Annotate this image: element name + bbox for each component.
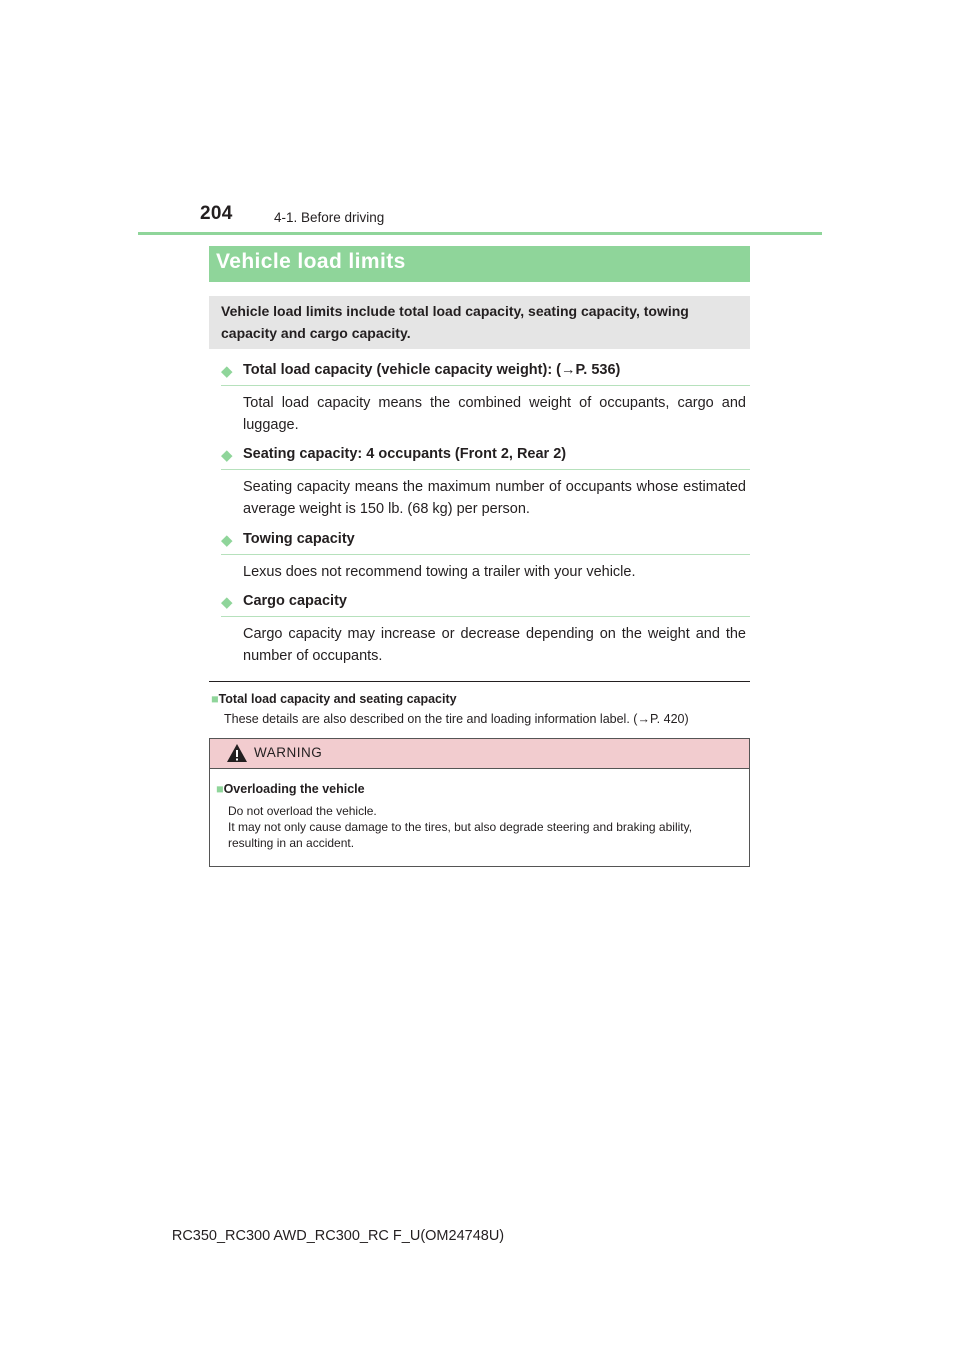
warning-line: resulting in an accident. [228, 836, 355, 850]
warning-line: It may not only cause damage to the tires, but also degrade steering and braking ability, [228, 820, 693, 834]
diamond-icon: ◆ [221, 363, 233, 380]
footer-model-code: RC350_RC300 AWD_RC300_RC F_U(OM24748U) [171, 1228, 505, 1244]
item-body-total-load: Total load capacity means the combined weight of occupants, cargo and luggage. [243, 395, 746, 433]
section-title: Vehicle load limits [216, 250, 406, 273]
item-body-cargo: Cargo capacity may increase or decrease depending on the weight and the number of occupants. [243, 626, 746, 664]
note-title-text: Total load capacity and seating capacity [218, 692, 457, 706]
item-heading-total-load [221, 360, 750, 386]
warning-header [210, 739, 749, 769]
warning-line: Do not overload the vehicle. [228, 804, 377, 818]
square-icon: ■ [211, 692, 219, 706]
diamond-icon: ◆ [221, 532, 233, 549]
note-title [211, 692, 457, 706]
intro-box [209, 296, 750, 349]
item-heading-label: Total load capacity (vehicle capacity weight): (→P. 536) [243, 362, 621, 378]
item-heading-label: Seating capacity: 4 occupants (Front 2, Rear 2) [243, 446, 567, 462]
diamond-icon: ◆ [221, 447, 233, 464]
page-number: 204 [200, 203, 233, 224]
item-body-towing: Lexus does not recommend towing a trailer with your vehicle. [243, 564, 636, 580]
warning-box [209, 738, 750, 867]
notes-rule [209, 681, 750, 682]
section-label: 4-1. Before driving [274, 210, 385, 225]
section-title-bar [209, 246, 750, 282]
diamond-icon: ◆ [221, 594, 233, 611]
warning-title-text: Overloading the vehicle [223, 782, 365, 796]
intro-text: Vehicle load limits include total load capacity, seating capacity, towing capacity and cargo capacity. [221, 303, 689, 341]
square-icon: ■ [216, 782, 224, 796]
item-body-seating: Seating capacity means the maximum number of occupants whose estimated average weight is 150 lb. (68 kg) per person. [243, 479, 746, 517]
warning-label: WARNING [254, 745, 323, 760]
item-heading-label: Cargo capacity [243, 593, 347, 609]
item-heading-label: Towing capacity [243, 531, 355, 547]
warning-triangle-icon [226, 743, 248, 763]
warning-title [216, 782, 365, 796]
item-heading-seating [221, 444, 750, 470]
header-rule [138, 232, 822, 235]
item-heading-cargo [221, 591, 750, 617]
item-heading-towing [221, 529, 750, 555]
note-text: These details are also described on the tire and loading information label. (→P. 420) [224, 712, 689, 726]
